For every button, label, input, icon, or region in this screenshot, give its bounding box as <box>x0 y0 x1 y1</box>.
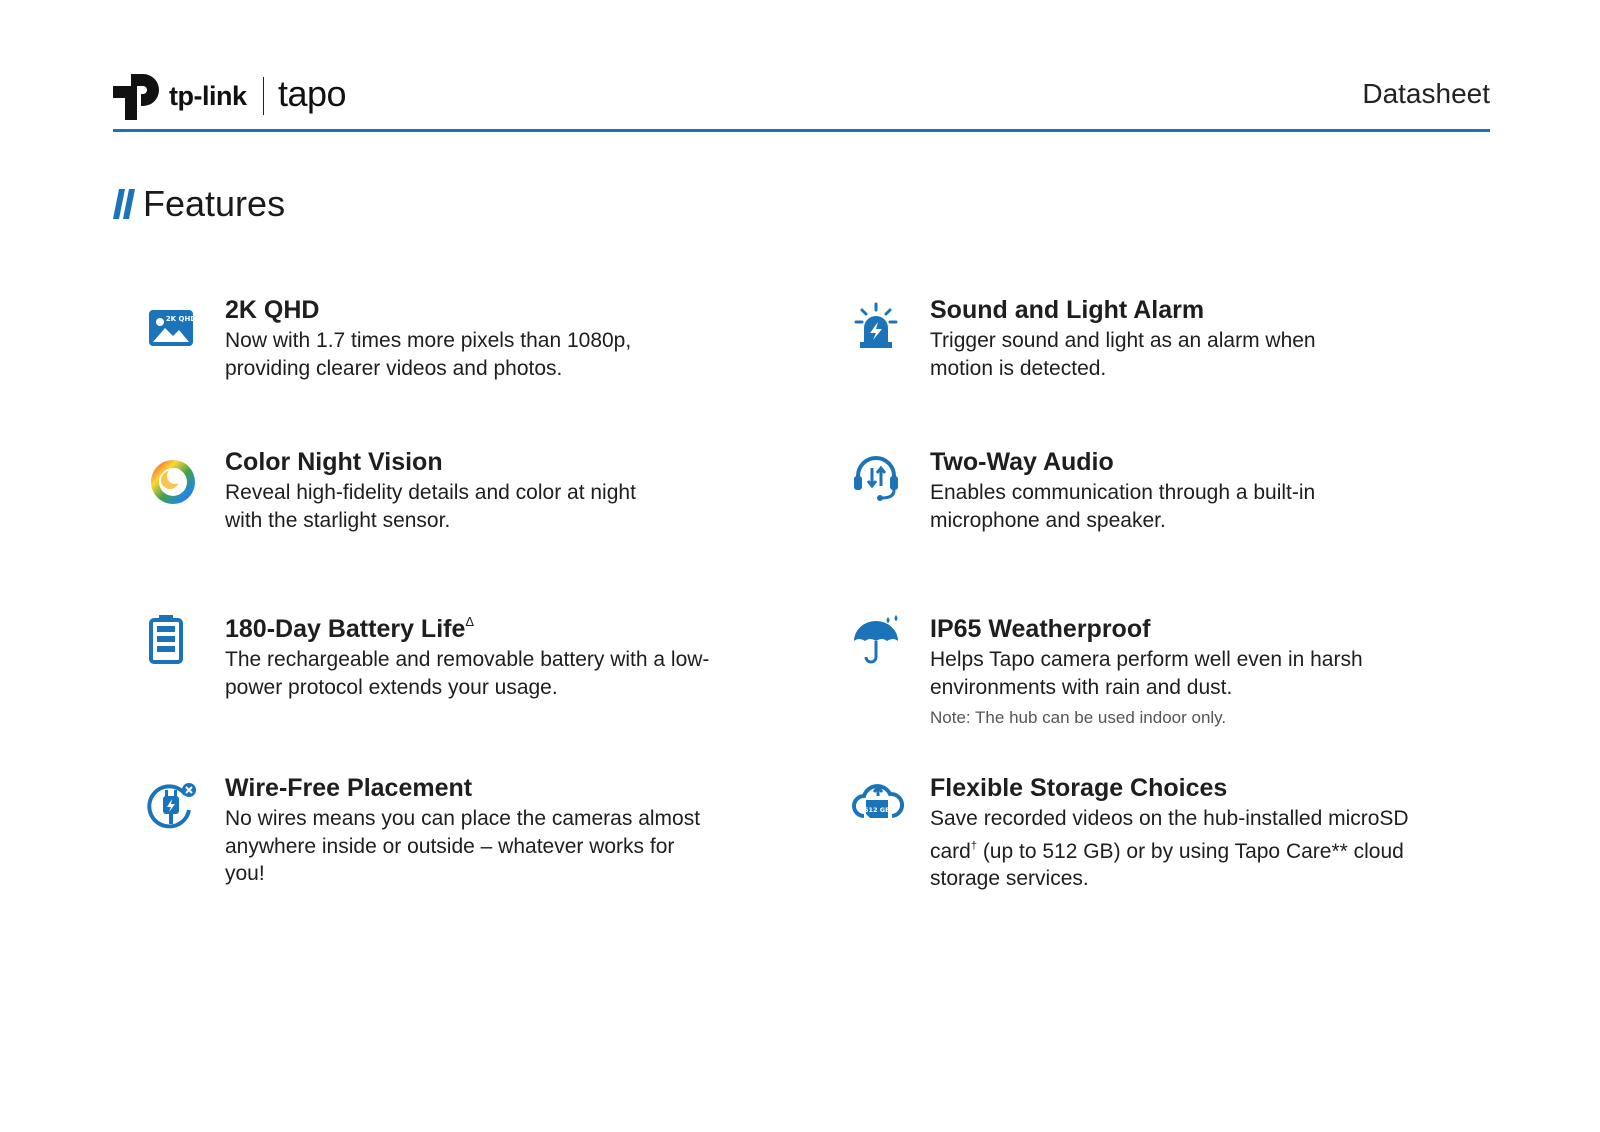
feature-description: Reveal high-fidelity details and color at night with the starlight sensor. <box>225 481 636 532</box>
cloud-storage-sd-icon <box>850 776 904 830</box>
tp-link-logo-mark-icon <box>113 70 165 122</box>
icon-badge-2k: 2K QHD <box>165 315 197 323</box>
feature-text <box>225 446 785 534</box>
feature-note: Note: The hub can be used indoor only. <box>930 708 1227 727</box>
feature-text <box>930 772 1490 893</box>
feature-description-part1: Save recorded videos on the hub-installed microSD card <box>930 807 1409 863</box>
feature-description <box>930 805 1410 893</box>
feature-title: Flexible Storage Choices <box>930 774 1228 802</box>
tp-link-tapo-logo <box>113 68 346 124</box>
feature-description: No wires means you can place the cameras almost anywhere inside or outside – whatever works for you! <box>225 807 701 885</box>
feature-title: Color Night Vision <box>225 448 443 476</box>
feature-title: Sound and Light Alarm <box>930 296 1205 324</box>
icon-badge-512gb: 512 GB <box>863 806 891 814</box>
section-title-text: Features <box>143 183 286 224</box>
feature-title <box>225 606 785 645</box>
two-way-audio-headset-icon <box>850 450 904 504</box>
feature-text <box>930 613 1490 728</box>
feature-title-footnote-mark: Δ <box>465 614 475 629</box>
feature-title-text: 180-Day Battery Life <box>225 615 466 643</box>
feature-text <box>225 772 785 888</box>
feature-title: 2K QHD <box>225 296 320 324</box>
feature-text <box>225 294 785 382</box>
umbrella-weatherproof-icon <box>850 613 904 667</box>
feature-description: Trigger sound and light as an alarm when motion is detected. <box>930 329 1316 380</box>
feature-description-footnote-mark: † <box>970 839 977 852</box>
color-night-vision-icon <box>145 454 199 508</box>
page-header <box>113 64 1490 134</box>
feature-description: Helps Tapo camera perform well even in harsh environments with rain and dust. <box>930 648 1363 699</box>
feature-text <box>225 606 785 701</box>
feature-text <box>930 294 1490 382</box>
feature-description-part2: (up to 512 GB) or by using Tapo Care** cloud storage services. <box>930 839 1404 890</box>
logo-divider <box>263 77 265 115</box>
wire-free-plug-icon <box>145 780 199 834</box>
battery-icon <box>145 612 199 666</box>
feature-title: IP65 Weatherproof <box>930 615 1151 643</box>
alarm-siren-icon <box>850 300 904 354</box>
document-type-label: Datasheet <box>1362 78 1490 109</box>
feature-description: The rechargeable and removable battery with a low-power protocol extends your usage. <box>225 648 710 699</box>
feature-description: Enables communication through a built-in microphone and speaker. <box>930 481 1316 532</box>
feature-title: Two-Way Audio <box>930 448 1114 476</box>
feature-text <box>930 446 1490 534</box>
section-title <box>113 180 285 228</box>
product-line-name: tapo <box>278 73 347 114</box>
feature-title: Wire-Free Placement <box>225 774 473 802</box>
brand-name: tp-link <box>169 80 247 111</box>
image-2k-icon <box>145 300 199 354</box>
title-slash-accent-icon <box>113 189 135 219</box>
header-rule <box>113 129 1490 132</box>
feature-description: Now with 1.7 times more pixels than 1080p, providing clearer videos and photos. <box>225 329 632 380</box>
